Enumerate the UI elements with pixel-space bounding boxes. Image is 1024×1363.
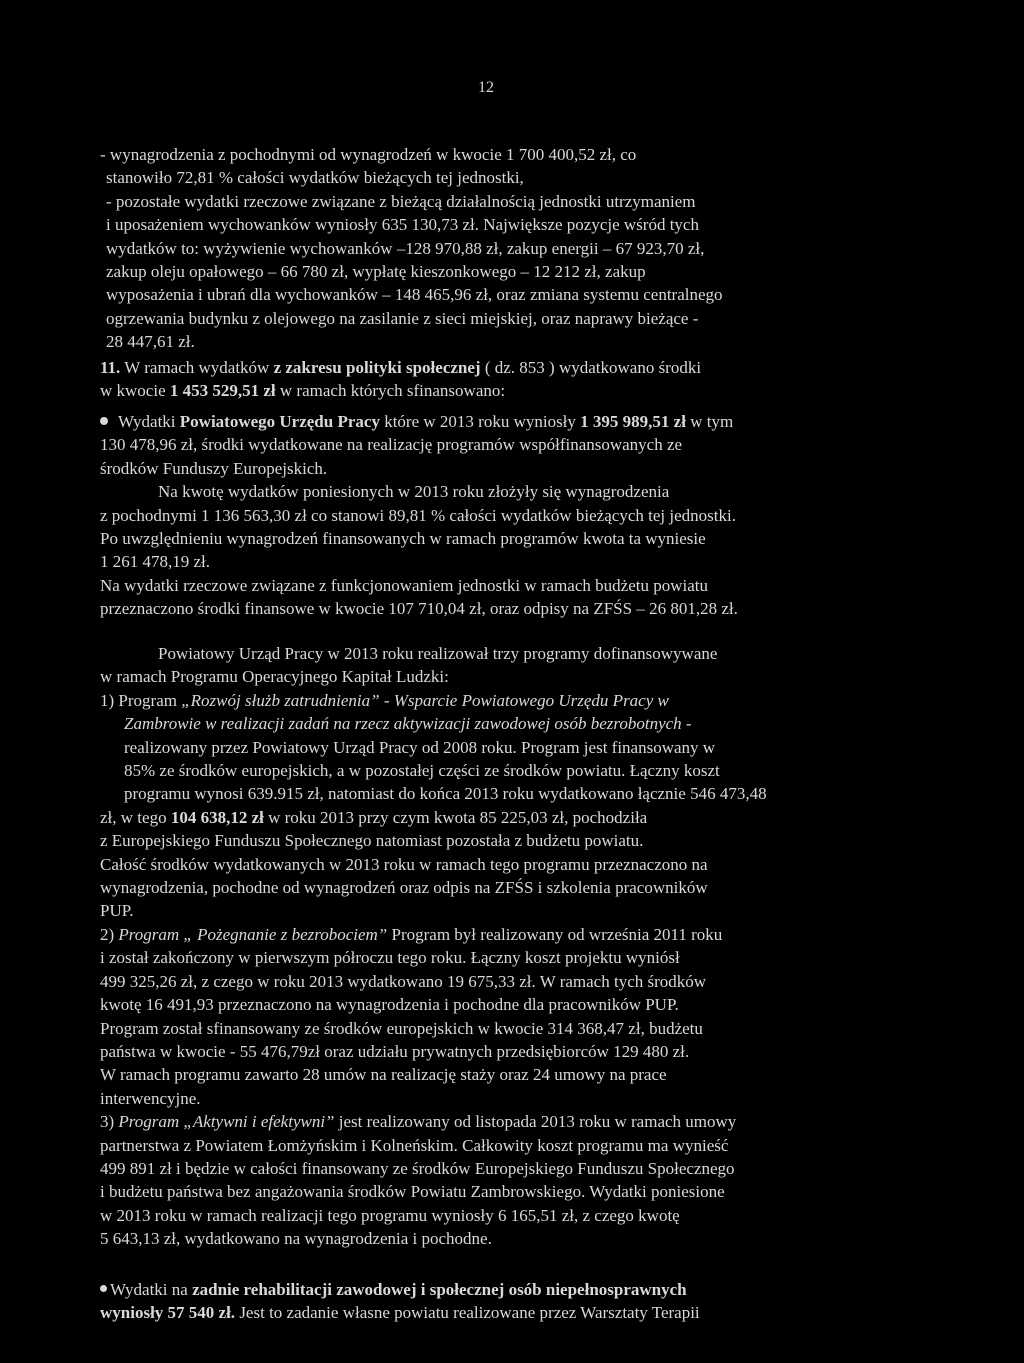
text-line: programu wynosi 639.915 zł, natomiast do końca 2013 roku wydatkowano łącznie 546 473,48: [124, 784, 767, 804]
text-line: i budżetu państwa bez angażowania środków Powiatu Zambrowskiego. Wydatki poniesione: [100, 1182, 725, 1202]
text-line: zł, w tego 104 638,12 zł w roku 2013 przy czym kwota 85 225,03 zł, pochodziła: [100, 807, 648, 827]
text-line: środków Funduszy Europejskich.: [100, 458, 328, 478]
program-2-heading: 2) Program „ Pożegnanie z bezrobociem” Program był realizowany od września 2011 roku: [100, 924, 723, 944]
text-line: Powiatowy Urząd Pracy w 2013 roku realizował trzy programy dofinansowywane: [158, 644, 718, 663]
salary-expenses-section: [100, 143, 890, 354]
text-line: partnerstwa z Powiatem Łomżyńskim i Kolneńskim. Całkowity koszt programu ma wynieść: [100, 1135, 729, 1155]
text-line: 499 891 zł i będzie w całości finansowany ze środków Europejskiego Funduszu Społecznego: [100, 1158, 735, 1178]
text-line: w 2013 roku w ramach realizacji tego programu wyniosły 6 165,51 zł, z czego kwotę: [100, 1205, 680, 1225]
text-line: z pochodnymi 1 136 563,30 zł co stanowi 89,81 % całości wydatków bieżących tej jednostki.: [100, 505, 736, 525]
text-line: i uposażeniem wychowanków wyniosły 635 130,73 zł. Największe pozycje wśród tych: [106, 215, 699, 235]
text-line: Na kwotę wydatków poniesionych w 2013 roku złożyły się wynagrodzenia: [158, 482, 670, 502]
bullet-icon: [100, 417, 108, 425]
section-number: 11.: [100, 358, 121, 377]
programs-section: [100, 642, 890, 1251]
text-line: 85% ze środków europejskich, a w pozostałej części ze środków powiatu. Łączny koszt: [124, 761, 720, 781]
total-amount: 1 453 529,51 zł: [169, 381, 276, 401]
text-line: w ramach Programu Operacyjnego Kapitał Ludzki:: [100, 667, 449, 687]
section-topic: z zakresu polityki społecznej: [273, 358, 481, 377]
program-1-heading: 1) Program „Rozwój służb zatrudnienia” - Wsparcie Powiatowego Urzędu Pracy w: [100, 690, 669, 710]
text-line: zakup oleju opałowego – 66 780 zł, wypłatę kieszonkowego – 12 212 zł, zakup: [106, 262, 646, 282]
program-1-title: „Rozwój służb zatrudnienia” - Wsparcie Powiatowego Urzędu Pracy w: [181, 690, 669, 710]
text-line: 1 261 478,19 zł.: [100, 552, 211, 572]
text-line: Program został sfinansowany ze środków europejskich w kwocie 314 368,47 zł, budżetu: [100, 1018, 703, 1038]
text-line: Zambrowie w realizacji zadań na rzecz aktywizacji zawodowej osób bezrobotnych -: [124, 714, 692, 734]
text-line: Całość środków wydatkowanych w 2013 roku w ramach tego programu przeznaczono na: [100, 854, 708, 874]
text-line: Po uwzględnieniu wynagrodzeń finansowanych w ramach programów kwota ta wyniesie: [100, 529, 706, 549]
text-line: Na wydatki rzeczowe związane z funkcjonowaniem jednostki w ramach budżetu powiatu: [100, 575, 708, 595]
text-line: 499 325,26 zł, z czego w roku 2013 wydatkowano 19 675,33 zł. W ramach tych środków: [100, 971, 707, 991]
text-line: przeznaczono środki finansowe w kwocie 107 710,04 zł, oraz odpisy na ZFŚS – 26 801,28 zł.: [100, 599, 738, 619]
rehabilitation-section: [100, 1278, 890, 1325]
pup-expenses-section: [100, 410, 890, 621]
text-line: 5 643,13 zł, wydatkowano na wynagrodzenia i pochodne.: [100, 1229, 492, 1249]
text-line: państwa w kwocie - 55 476,79zł oraz udziału prywatnych przedsiębiorców 129 480 zł.: [100, 1041, 690, 1061]
program-3-heading: 3) Program „Aktywni i efektywni” jest realizowany od listopada 2013 roku w ramach umowy: [100, 1112, 737, 1132]
text-line: ogrzewania budynku z olejowego na zasilanie z sieci miejskiej, oraz naprawy bieżące -: [106, 308, 699, 328]
text-line: kwotę 16 491,93 przeznaczono na wynagrodzenia i pochodne dla pracowników PUP.: [100, 995, 679, 1015]
text-line: wydatków to: wyżywienie wychowanków –128 970,88 zł, zakup energii – 67 923,70 zł,: [106, 238, 705, 258]
text-line: i został zakończony w pierwszym półroczu tego roku. Łączny koszt projektu wyniósł: [100, 948, 680, 968]
bullet-line: Wydatki Powiatowego Urzędu Pracy które w 2013 roku wyniosły 1 395 989,51 zł w tym: [100, 410, 890, 433]
text-line: - wynagrodzenia z pochodnymi od wynagrodzeń w kwocie 1 700 400,52 zł, co: [100, 145, 637, 164]
program-3-title: Program „Aktywni i efektywni”: [118, 1112, 335, 1132]
bullet-line: Wydatki na zadnie rehabilitacji zawodowej i społecznej osób niepełnosprawnych: [100, 1278, 890, 1301]
text-line: realizowany przez Powiatowy Urząd Pracy od 2008 roku. Program jest finansowany w: [124, 737, 716, 757]
text-line: 28 447,61 zł.: [106, 332, 195, 352]
section-heading-line: 11. W ramach wydatków z zakresu polityki społecznej ( dz. 853 ) wydatkowano środki: [100, 358, 702, 377]
text-line: interwencyjne.: [100, 1088, 201, 1108]
text-line: W ramach programu zawarto 28 umów na realizację staży oraz 24 umowy na prace: [100, 1065, 667, 1085]
text-line: stanowiło 72,81 % całości wydatków bieżących tej jednostki,: [106, 168, 524, 188]
text-line: wyniosły 57 540 zł. Jest to zadanie własne powiatu realizowane przez Warsztaty Terapii: [100, 1303, 700, 1323]
text-line: wyposażenia i ubrań dla wychowanków – 148 465,96 zł, oraz zmiana systemu centralnego: [106, 285, 723, 305]
text-line: 130 478,96 zł, środki wydatkowane na realizację programów współfinansowanych ze: [100, 435, 683, 455]
program-2-title: Program „ Pożegnanie z bezrobociem”: [118, 924, 388, 944]
social-policy-section: [100, 356, 890, 403]
page-number: 12: [478, 79, 494, 96]
text-line: wynagrodzenia, pochodne od wynagrodzeń oraz odpis na ZFŚS i szkolenia pracowników: [100, 878, 708, 898]
text-line: z Europejskiego Funduszu Społecznego natomiast pozostała z budżetu powiatu.: [100, 831, 644, 851]
bullet-icon: [100, 1285, 107, 1292]
text-line: - pozostałe wydatki rzeczowe związane z bieżącą działalnością jednostki utrzymaniem: [106, 191, 696, 211]
text-line: PUP.: [100, 901, 134, 921]
text-line: w kwocie 1 453 529,51 zł w ramach których sfinansowano:: [100, 381, 506, 401]
